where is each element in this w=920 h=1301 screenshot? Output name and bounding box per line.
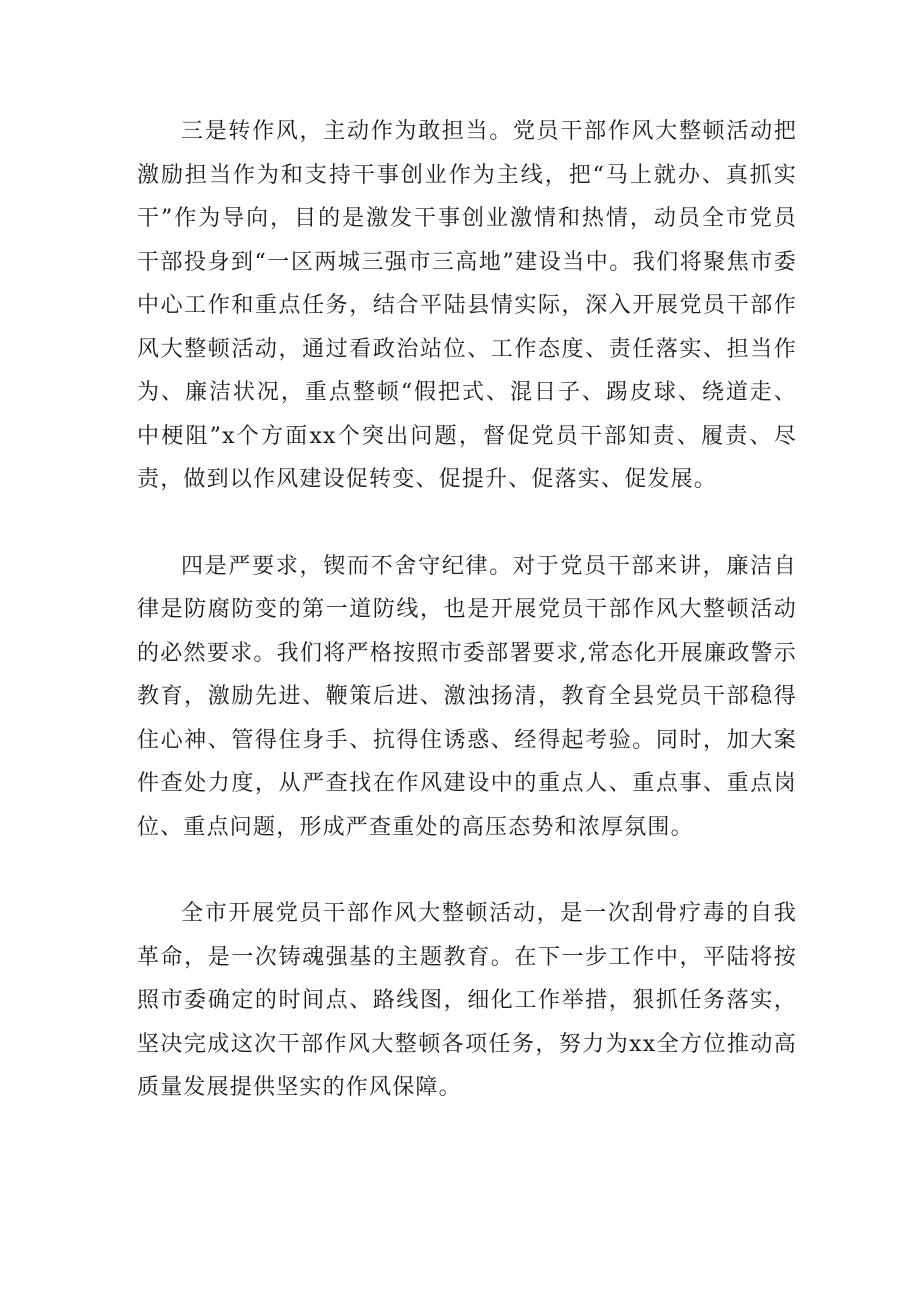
paragraph-style-discipline: 三是转作风，主动作为敢担当。党员干部作风大整顿活动把激励担当作为和支持干事创业作为主线，把“马上就办、真抓实干”作为导向，目的是激发干事创业激情和热情，动员全市党员干部投身到“一区两城三强市三高地”建设当中。我们将聚焦市委中心工作和重点任务，结合平陆县情实际，深入开展党员干部作风大整顿活动，通过看政治站位、工作态度、责任落实、担当作为、廉洁状况，重点整顿“假把式、混日子、踢皮球、绕道走、中梗阻”x个方面xx个突出问题，督促党员干部知责、履责、尽责，做到以作风建设促转变、促提升、促落实、促发展。 <box>137 119 797 492</box>
paragraph-conclusion: 全市开展党员干部作风大整顿活动，是一次刮骨疗毒的自我革命，是一次铸魂强基的主题教育。在下一步工作中，平陆将按照市委确定的时间点、路线图，细化工作举措，狠抓任务落实，坚决完成这次干部作风大整顿各项任务，努力为xx全方位推动高质量发展提供坚实的作风保障。 <box>137 901 797 1100</box>
document-body <box>137 110 797 1110</box>
paragraph-strict-requirements: 四是严要求，锲而不舍守纪律。对于党员干部来讲，廉洁自律是防腐防变的第一道防线，也是开展党员干部作风大整顿活动的必然要求。我们将严格按照市委部署要求,常态化开展廉政警示教育，激励先进、鞭策后进、激浊扬清，教育全县党员干部稳得住心神、管得住身手、抗得住诱惑、经得起考验。同时，加大案件查处力度，从严查找在作风建设中的重点人、重点事、重点岗位、重点问题，形成严查重处的高压态势和浓厚氛围。 <box>137 553 797 840</box>
